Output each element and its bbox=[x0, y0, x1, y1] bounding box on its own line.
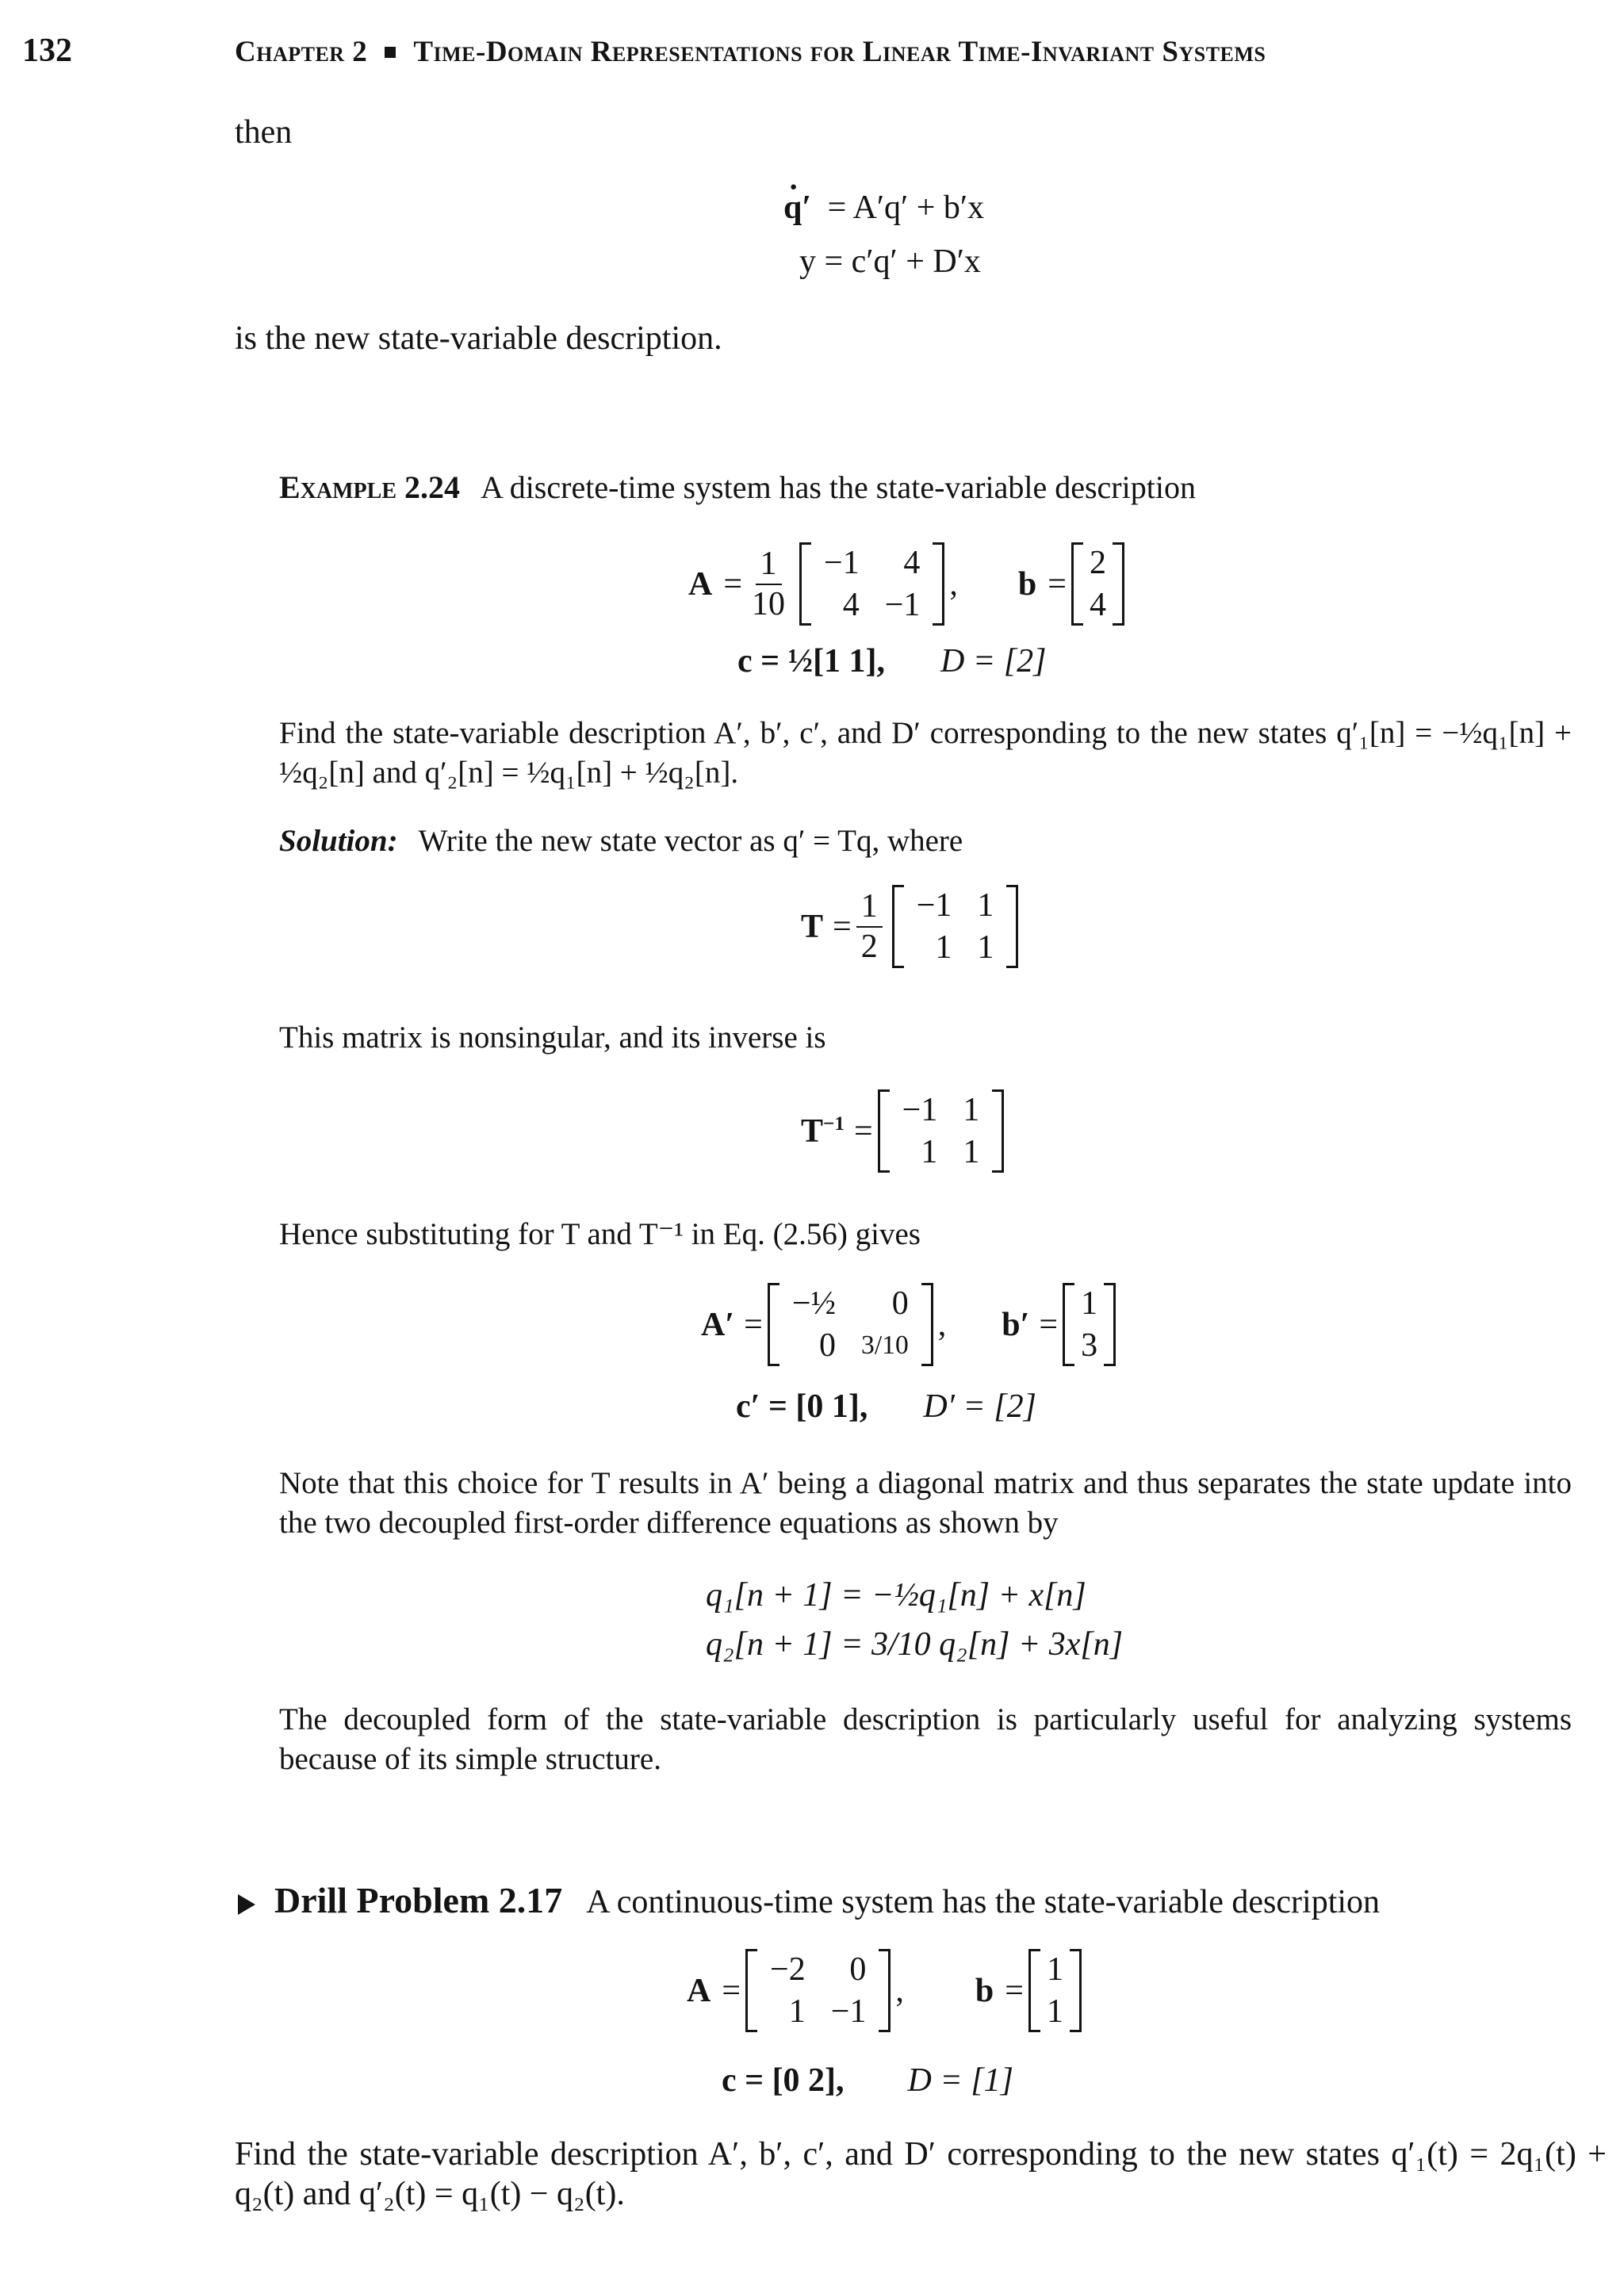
drill-b-vector: 1 1 bbox=[1028, 1949, 1082, 2032]
drill-find-text: Find the state-variable description A′, b′, c′, and D′ corresponding to the new states q′₁(t) = 2q₁(t) + q₂(t) and q′₂(t) = q₁(t) − q₂(t). bbox=[235, 2136, 1607, 2212]
example-D: D = [2] bbox=[940, 643, 1047, 680]
cp-Dp-equation bbox=[736, 1388, 1036, 1426]
example-solution bbox=[279, 821, 1572, 861]
T-symbol: T bbox=[801, 908, 824, 945]
example-A-b-equation: A = $\frac{1}{10}$ −1 4 4 −1 , b = 2 4 bbox=[688, 542, 1129, 626]
drill-A-b-equation: A = −2 0 1 −1 , b = 1 1 bbox=[687, 1949, 1086, 2032]
b-symbol: b bbox=[1017, 565, 1037, 603]
difference-equation-1: q₁[n + 1] = −½q₁[n] + x[n] bbox=[706, 1577, 1086, 1614]
drill-D: D = [1] bbox=[907, 2062, 1013, 2099]
page-number: 132 bbox=[22, 33, 72, 69]
Ap-symbol: A′ bbox=[701, 1306, 735, 1343]
example-cp: c′ = [0 1], bbox=[736, 1388, 868, 1425]
example-find-text: Find the state-variable description A′, b′, c′, and D′ corresponding to the new states q′₁[n] = −½q₁[n] + ½q₂[n] and q′₂[n] = ½q₁[n] + ½q₂[n]. bbox=[279, 716, 1572, 790]
intro-equation-1 bbox=[783, 189, 984, 227]
drill-A-symbol: A bbox=[687, 1972, 711, 2009]
Tinv-matrix: −1 1 1 1 bbox=[878, 1089, 1005, 1173]
running-head bbox=[235, 35, 1266, 69]
example-label: Example 2.24 bbox=[279, 469, 461, 505]
running-head-title: Time-Domain Representations for Linear Time-Invariant Systems bbox=[413, 36, 1266, 68]
running-head-chapter: Chapter 2 bbox=[235, 36, 368, 68]
T-factor: $\frac{1}{2}$ bbox=[856, 887, 883, 966]
example-statement: A discrete-time system has the state-variable description bbox=[481, 469, 1196, 505]
T-equation: T = $\frac{1}{2}$ −1 1 1 1 bbox=[801, 885, 1023, 968]
T-matrix: −1 1 1 1 bbox=[892, 885, 1019, 968]
A-symbol: A bbox=[688, 565, 713, 603]
Tinv-equation: $T^{-1}$ = −1 1 1 1 bbox=[801, 1089, 1009, 1173]
Tinv-symbol: $T^{-1}$ bbox=[801, 1112, 845, 1150]
A-matrix: −1 4 4 −1 bbox=[799, 542, 944, 626]
example-Dp: D′ = [2] bbox=[923, 1388, 1036, 1425]
solution-text: Write the new state vector as q′ = Tq, where bbox=[418, 824, 963, 858]
intro-equation-1-rhs: = A′q′ + b′x bbox=[827, 190, 985, 226]
example-c-D-equation bbox=[737, 642, 1046, 680]
drill-A-matrix: −2 0 1 −1 bbox=[745, 1949, 891, 2032]
substituting-text: Hence substituting for T and T⁻¹ in Eq. (2.56) gives bbox=[279, 1217, 921, 1251]
intro-conclusion: is the new state-variable description. bbox=[235, 320, 722, 357]
running-head-separator bbox=[385, 47, 396, 58]
intro-then: then bbox=[235, 114, 293, 151]
decoupled-text: The decoupled form of the state-variable description is particularly useful for analyzing systems because of its simple structure. bbox=[279, 1702, 1572, 1776]
bp-symbol: b′ bbox=[1002, 1306, 1030, 1343]
intro-equation-2: y = c′q′ + D′x bbox=[799, 243, 981, 280]
drill-heading bbox=[238, 1879, 1380, 1921]
bp-vector: 1 3 bbox=[1063, 1283, 1116, 1366]
nonsingular-text: This matrix is nonsingular, and its inverse is bbox=[279, 1020, 826, 1055]
drill-c-D-equation bbox=[722, 2062, 1013, 2100]
Ap-bp-equation: A′ = −½ 0 0 3/10 , b′ = 1 3 bbox=[701, 1283, 1120, 1366]
solution-label: Solution: bbox=[279, 824, 398, 858]
drill-triangle-icon bbox=[238, 1894, 255, 1915]
A-factor: $\frac{1}{10}$ bbox=[752, 546, 786, 622]
drill-label: Drill Problem 2.17 bbox=[274, 1880, 563, 1920]
b-vector: 2 4 bbox=[1071, 542, 1124, 626]
note-text: Note that this choice for T results in A′ being a diagonal matrix and thus separates the state update into the two decoupled first-order difference equations as shown by bbox=[279, 1466, 1572, 1540]
drill-c: c = [0 2], bbox=[722, 2062, 845, 2099]
drill-b-symbol: b bbox=[975, 1972, 994, 2009]
Ap-matrix: −½ 0 0 3/10 bbox=[768, 1283, 933, 1366]
drill-statement: A continuous-time system has the state-variable description bbox=[586, 1884, 1381, 1920]
qdot-prime: · q′ bbox=[783, 189, 811, 227]
example-heading bbox=[279, 468, 1572, 507]
example-c: c = ½[1 1], bbox=[737, 643, 886, 680]
difference-equation-2: q₂[n + 1] = 3/10 q₂[n] + 3x[n] bbox=[706, 1626, 1124, 1663]
